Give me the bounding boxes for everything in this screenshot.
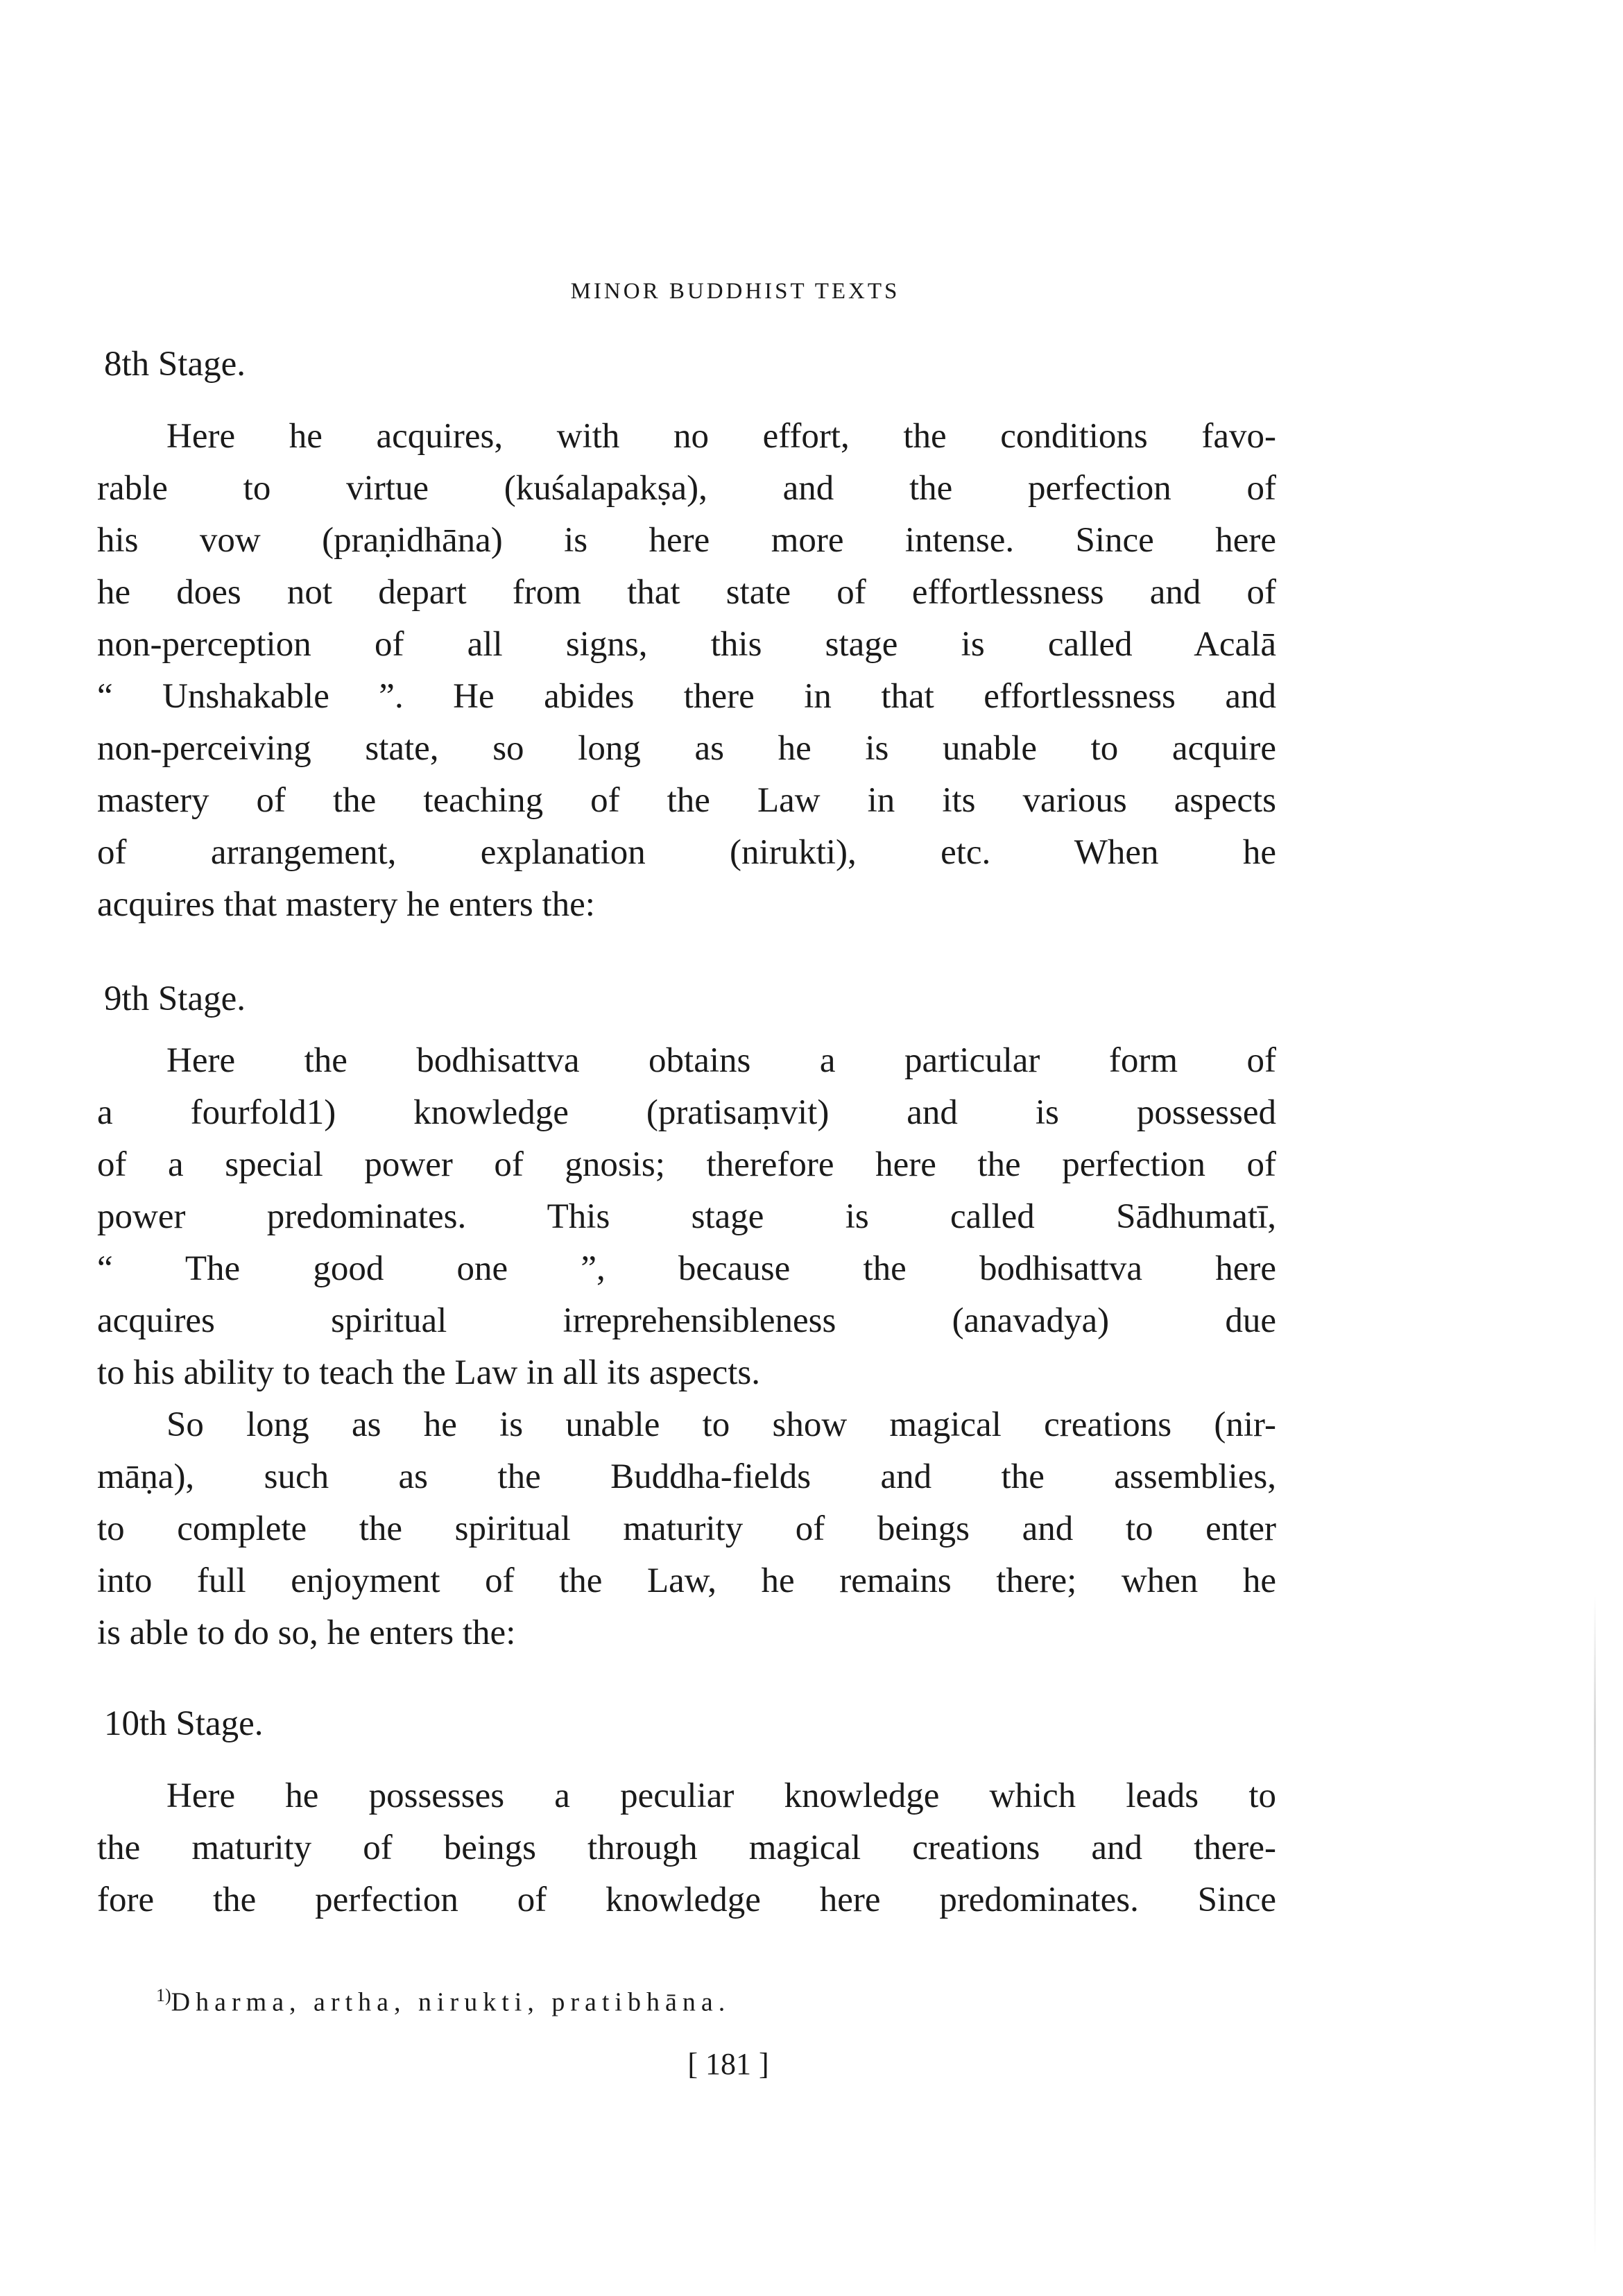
stage-9-heading: 9th Stage. [104, 979, 246, 1018]
text-line: of a special power of gnosis; therefore here the perfection of [97, 1145, 1276, 1184]
text-line: power predominates. This stage is called Sādhumatī, [97, 1197, 1276, 1236]
text-line: fore the perfection of knowledge here predominates. Since [97, 1881, 1276, 1919]
text-line: rable to virtue (kuśalapakṣa), and the perfection of [97, 469, 1276, 508]
footnote [156, 1985, 730, 2018]
text-line: is able to do so, he enters the: [97, 1613, 516, 1652]
text-line: non-perceiving state, so long as he is unable to acquire [97, 729, 1276, 768]
stage-10-heading: 10th Stage. [104, 1704, 264, 1743]
running-head: MINOR BUDDHIST TEXTS [570, 279, 900, 304]
text-line: “ Unshakable ”. He abides there in that effortlessness and [97, 677, 1276, 716]
text-line: “ The good one ”, because the bodhisattva here [97, 1249, 1276, 1288]
text-line: a fourfold1) knowledge (pratisaṃvit) and is possessed [97, 1093, 1276, 1132]
footnote-marker: 1) [156, 1985, 171, 2005]
text-line: of arrangement, explanation (nirukti), etc. When he [97, 833, 1276, 872]
text-line: Here he acquires, with no effort, the conditions favo- [166, 417, 1276, 456]
text-line: the maturity of beings through magical creations and there- [97, 1828, 1276, 1867]
stage-10-paragraph [97, 1770, 1276, 1926]
stage-8-paragraph [97, 411, 1276, 931]
text-line: Here the bodhisattva obtains a particular form of [166, 1041, 1276, 1080]
page-number: [ 181 ] [687, 2047, 769, 2081]
text-line: acquires spiritual irreprehensibleness (anavadya) due [97, 1301, 1276, 1340]
text-line: non-perception of all signs, this stage is called Acalā [97, 625, 1276, 664]
text-line: he does not depart from that state of effortlessness and of [97, 573, 1276, 612]
stage-8-heading: 8th Stage. [104, 345, 246, 384]
text-line: his vow (praṇidhāna) is here more intense. Since here [97, 521, 1276, 560]
scan-edge-mark [1594, 1595, 1596, 2254]
text-line: acquires that mastery he enters the: [97, 885, 595, 924]
footnote-text: Dharma, artha, nirukti, pratibhāna. [171, 1987, 731, 2017]
stage-9-paragraph-1 [97, 1035, 1276, 1399]
stage-9-paragraph-2 [97, 1399, 1276, 1659]
text-line: mastery of the teaching of the Law in its various aspects [97, 781, 1276, 820]
text-line: into full enjoyment of the Law, he remains there; when he [97, 1561, 1276, 1600]
text-line: Here he possesses a peculiar knowledge which leads to [166, 1776, 1276, 1815]
text-line: to his ability to teach the Law in all its aspects. [97, 1353, 761, 1392]
text-line: So long as he is unable to show magical creations (nir- [166, 1405, 1276, 1444]
text-line: to complete the spiritual maturity of beings and to enter [97, 1509, 1276, 1548]
text-line: māṇa), such as the Buddha-fields and the assemblies, [97, 1457, 1276, 1496]
